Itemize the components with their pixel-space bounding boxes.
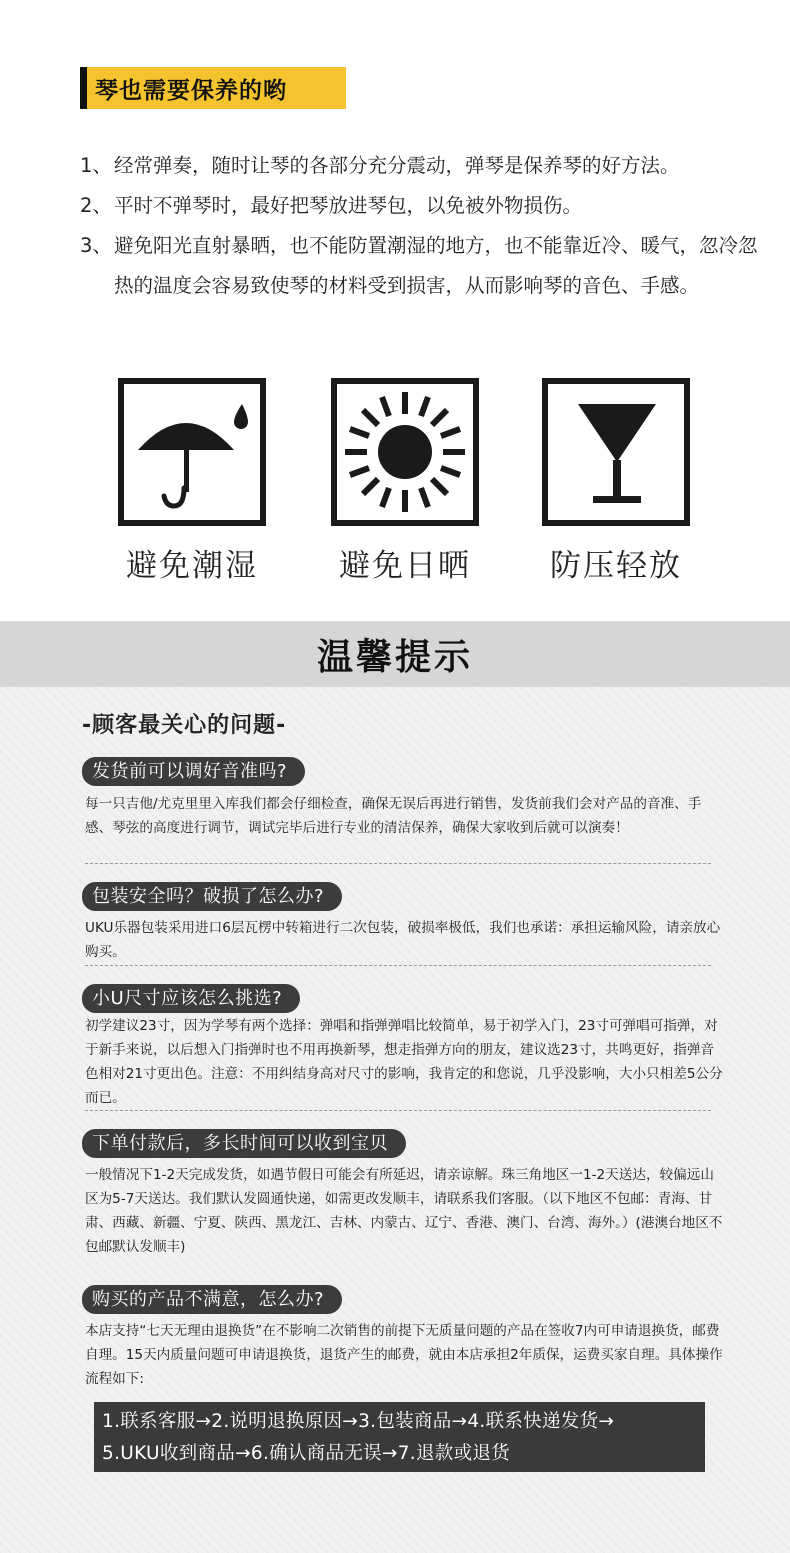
faq-question: 下单付款后，多长时间可以收到宝贝 — [82, 1129, 406, 1158]
glass-icon-box — [542, 378, 690, 526]
faq-question: 购买的产品不满意，怎么办? — [82, 1285, 342, 1314]
care-item — [80, 146, 770, 186]
care-list — [80, 146, 770, 306]
care-item — [80, 226, 770, 306]
faq-question: 发货前可以调好音准吗? — [82, 757, 305, 786]
faq-divider — [85, 863, 711, 864]
faq-answer: 一般情况下1-2天完成发货，如遇节假日可能会有所延迟，请亲谅解。珠三角地区一1-2天送达，较偏远山区为5-7天送达。我们默认发圆通快递，如需更改发顺丰，请联系我们客服。（以下地区不包邮：青海、甘肃、西藏、新疆、宁夏、陕西、黑龙江、吉林、内蒙古、辽宁、香港、澳门、台湾、海外。）(港澳台地区不包邮默认发顺丰) — [85, 1167, 723, 1255]
umbrella-caption: 避免潮湿 — [126, 548, 258, 584]
sun-caption: 避免日晒 — [339, 548, 471, 584]
care-item — [80, 186, 770, 226]
care-item-number: 2、 — [80, 194, 112, 217]
umbrella-icon-box — [118, 378, 266, 526]
umbrella-icon — [124, 384, 260, 520]
return-process-box — [94, 1402, 705, 1472]
process-line-1: 1.联系客服→2.说明退换原因→3.包装商品→4.联系快递发货→ — [102, 1411, 615, 1432]
faq-divider — [85, 1110, 711, 1111]
faq-answer: UKU乐器包装采用进口6层瓦楞中转箱进行二次包装，破损率极低，我们也承诺：承担运输风险，请亲放心购买。 — [85, 920, 721, 960]
faq-title: -顾客最关心的问题- — [82, 713, 287, 738]
care-item-text: 避免阳光直射暴晒，也不能防置潮湿的地方，也不能靠近冷、暖气，忽冷忽热的温度会容易致使琴的材料受到损害，从而影响琴的音色、手感。 — [114, 234, 758, 297]
faq-divider — [85, 965, 711, 966]
care-header: 琴也需要保养的哟 — [80, 67, 346, 109]
faq-question: 包装安全吗？破损了怎么办? — [82, 882, 342, 911]
care-item-text: 平时不弹琴时，最好把琴放进琴包，以免被外物损伤。 — [114, 194, 583, 217]
sun-icon — [337, 384, 473, 520]
tips-banner: 温馨提示 — [0, 621, 790, 687]
care-item-number: 3、 — [80, 234, 112, 257]
faq-question: 小U尺寸应该怎么挑选? — [82, 984, 300, 1013]
glass-icon — [548, 384, 684, 520]
care-item-text: 经常弹奏，随时让琴的各部分充分震动，弹琴是保养琴的好方法。 — [114, 154, 680, 177]
glass-caption: 防压轻放 — [550, 548, 682, 584]
sun-icon-box — [331, 378, 479, 526]
faq-answer: 本店支持“七天无理由退换货”在不影响二次销售的前提下无质量问题的产品在签收7内可申请退换货，邮费自理。15天内质量问题可申请退换货，退货产生的邮费，就由本店承担2年质保，运费买家自理。具体操作流程如下: — [85, 1323, 723, 1387]
faq-answer: 每一只吉他/尤克里里入库我们都会仔细检查，确保无误后再进行销售，发货前我们会对产品的音准、手感、琴弦的高度进行调节，调试完毕后进行专业的清洁保养，确保大家收到后就可以演奏！ — [85, 796, 702, 836]
process-line-2: 5.UKU收到商品→6.确认商品无误→7.退款或退货 — [102, 1443, 510, 1464]
care-item-number: 1、 — [80, 154, 112, 177]
faq-answer: 初学建议23寸，因为学琴有两个选择：弹唱和指弹弹唱比较简单，易于初学入门，23寸可弹唱可指弹，对于新手来说，以后想入门指弹时也不用再换新琴，想走指弹方向的朋友，建议选23寸，共鸣更好，指弹音色相对21寸更出色。注意：不用纠结身高对尺寸的影响，我肯定的和您说，几乎没影响，大小只相差5公分而已。 — [85, 1018, 723, 1106]
